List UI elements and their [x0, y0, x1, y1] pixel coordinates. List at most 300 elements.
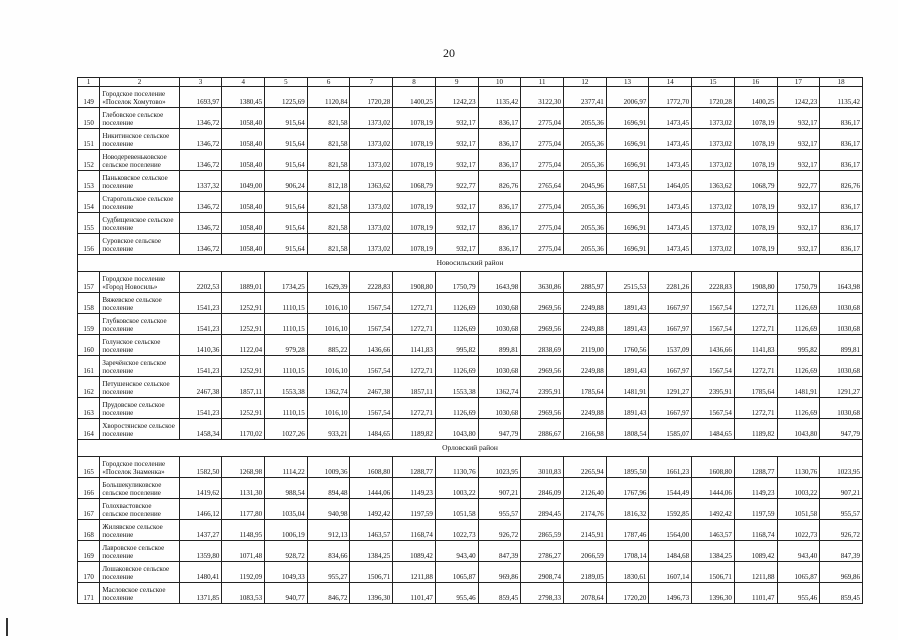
value-cell: 859,45	[478, 583, 521, 604]
row-number: 159	[78, 314, 100, 335]
value-cell: 943,40	[435, 541, 478, 562]
value-cell: 955,57	[820, 499, 863, 520]
value-cell: 2126,40	[564, 478, 607, 499]
value-cell: 1760,56	[606, 335, 649, 356]
value-cell: 1126,69	[435, 293, 478, 314]
row-number: 160	[78, 335, 100, 356]
value-cell: 947,79	[820, 419, 863, 440]
value-cell: 1506,71	[350, 562, 393, 583]
value-cell: 1101,47	[393, 583, 436, 604]
value-cell: 1291,27	[649, 377, 692, 398]
value-cell: 1496,73	[649, 583, 692, 604]
value-cell: 1787,46	[606, 520, 649, 541]
settlement-name: Суровское сельское поселение	[100, 234, 179, 255]
value-cell: 1016,10	[307, 293, 350, 314]
value-cell: 1189,82	[734, 419, 777, 440]
settlement-name: Заречёнское сельское поселение	[100, 356, 179, 377]
value-cell: 1023,95	[478, 457, 521, 478]
table-row	[78, 129, 863, 150]
row-number: 152	[78, 150, 100, 171]
value-cell: 1130,76	[435, 457, 478, 478]
value-cell: 1049,33	[265, 562, 308, 583]
value-cell: 2515,53	[606, 272, 649, 293]
settlement-name: Городское поселение «Поселок Хомутово»	[100, 87, 179, 108]
value-cell: 1464,05	[649, 171, 692, 192]
value-cell: 2249,88	[564, 356, 607, 377]
value-cell: 1373,02	[350, 213, 393, 234]
value-cell: 821,58	[307, 192, 350, 213]
row-number: 156	[78, 234, 100, 255]
column-number: 18	[820, 78, 863, 87]
value-cell: 1643,98	[478, 272, 521, 293]
value-cell: 1553,38	[265, 377, 308, 398]
value-cell: 1101,47	[734, 583, 777, 604]
value-cell: 1078,19	[393, 234, 436, 255]
value-cell: 2189,05	[564, 562, 607, 583]
table-row	[78, 293, 863, 314]
value-cell: 995,82	[435, 335, 478, 356]
value-cell: 2467,38	[179, 377, 222, 398]
value-cell: 1708,14	[606, 541, 649, 562]
row-number: 169	[78, 541, 100, 562]
settlement-name: Глубковское сельское поселение	[100, 314, 179, 335]
value-cell: 2775,04	[521, 129, 564, 150]
value-cell: 1110,15	[265, 398, 308, 419]
value-cell: 1130,76	[777, 457, 820, 478]
value-cell: 2908,74	[521, 562, 564, 583]
value-cell: 1473,45	[649, 150, 692, 171]
table-row	[78, 272, 863, 293]
value-cell: 2775,04	[521, 192, 564, 213]
value-cell: 1089,42	[734, 541, 777, 562]
value-cell: 1022,73	[777, 520, 820, 541]
row-number: 164	[78, 419, 100, 440]
value-cell: 2969,56	[521, 398, 564, 419]
value-cell: 1473,45	[649, 192, 692, 213]
settlement-name: Городское поселение «Поселок Знаменка»	[100, 457, 179, 478]
value-cell: 1484,65	[350, 419, 393, 440]
value-cell: 1444,06	[692, 478, 735, 499]
value-cell: 836,17	[478, 150, 521, 171]
value-cell: 1463,57	[692, 520, 735, 541]
value-cell: 1078,19	[393, 129, 436, 150]
district-section-row	[78, 255, 863, 272]
column-number: 15	[692, 78, 735, 87]
value-cell: 821,58	[307, 213, 350, 234]
value-cell: 915,64	[265, 192, 308, 213]
value-cell: 2228,83	[692, 272, 735, 293]
value-cell: 1110,15	[265, 293, 308, 314]
value-cell: 1696,91	[606, 192, 649, 213]
value-cell: 1359,80	[179, 541, 222, 562]
value-cell: 2045,96	[564, 171, 607, 192]
value-cell: 1567,54	[692, 398, 735, 419]
table-row	[78, 478, 863, 499]
value-cell: 1030,68	[820, 356, 863, 377]
value-cell: 1078,19	[393, 108, 436, 129]
value-cell: 1808,54	[606, 419, 649, 440]
value-cell: 1363,62	[692, 171, 735, 192]
value-cell: 3122,30	[521, 87, 564, 108]
value-cell: 1436,66	[692, 335, 735, 356]
value-cell: 836,17	[820, 192, 863, 213]
value-cell: 1110,15	[265, 314, 308, 335]
value-cell: 1009,36	[307, 457, 350, 478]
value-cell: 826,76	[820, 171, 863, 192]
settlement-name: Городское поселение «Город Новосиль»	[100, 272, 179, 293]
value-cell: 915,64	[265, 108, 308, 129]
value-cell: 928,72	[265, 541, 308, 562]
value-cell: 1484,65	[692, 419, 735, 440]
value-cell: 836,17	[820, 108, 863, 129]
row-number: 170	[78, 562, 100, 583]
value-cell: 2846,09	[521, 478, 564, 499]
value-cell: 932,17	[435, 192, 478, 213]
value-cell: 1384,25	[692, 541, 735, 562]
value-cell: 906,24	[265, 171, 308, 192]
value-cell: 1030,68	[820, 293, 863, 314]
table-row	[78, 419, 863, 440]
value-cell: 1268,98	[222, 457, 265, 478]
value-cell: 836,17	[478, 234, 521, 255]
value-cell: 1785,64	[734, 377, 777, 398]
value-cell: 2265,94	[564, 457, 607, 478]
value-cell: 1373,02	[692, 108, 735, 129]
value-cell: 1891,43	[606, 398, 649, 419]
value-cell: 1362,74	[478, 377, 521, 398]
value-cell: 1346,72	[179, 129, 222, 150]
value-cell: 1667,97	[649, 293, 692, 314]
value-cell: 1346,72	[179, 108, 222, 129]
value-cell: 1242,23	[435, 87, 478, 108]
value-cell: 955,57	[478, 499, 521, 520]
page-number: 20	[443, 46, 455, 60]
row-number: 151	[78, 129, 100, 150]
value-cell: 859,45	[820, 583, 863, 604]
value-cell: 1371,85	[179, 583, 222, 604]
value-cell: 1895,50	[606, 457, 649, 478]
column-number: 1	[78, 78, 100, 87]
value-cell: 1410,36	[179, 335, 222, 356]
value-cell: 1058,40	[222, 213, 265, 234]
table-row	[78, 457, 863, 478]
column-number: 2	[100, 78, 179, 87]
value-cell: 899,81	[820, 335, 863, 356]
value-cell: 979,28	[265, 335, 308, 356]
value-cell: 1582,50	[179, 457, 222, 478]
table-row	[78, 234, 863, 255]
settlement-name: Глебовское сельское поселение	[100, 108, 179, 129]
value-cell: 2395,91	[521, 377, 564, 398]
value-cell: 1149,23	[734, 478, 777, 499]
value-cell: 2055,36	[564, 234, 607, 255]
value-cell: 1168,74	[734, 520, 777, 541]
value-cell: 907,21	[478, 478, 521, 499]
value-cell: 1126,69	[777, 398, 820, 419]
value-cell: 847,39	[820, 541, 863, 562]
value-cell: 1544,49	[649, 478, 692, 499]
value-cell: 2377,41	[564, 87, 607, 108]
value-cell: 932,17	[777, 192, 820, 213]
value-cell: 1373,02	[350, 129, 393, 150]
value-cell: 1030,68	[820, 398, 863, 419]
value-cell: 1908,80	[734, 272, 777, 293]
settlement-name: Лошаковское сельское поселение	[100, 562, 179, 583]
value-cell: 926,72	[820, 520, 863, 541]
value-cell: 1126,69	[435, 314, 478, 335]
value-cell: 1473,45	[649, 234, 692, 255]
value-cell: 1373,02	[350, 108, 393, 129]
value-cell: 1120,84	[307, 87, 350, 108]
column-number: 16	[734, 78, 777, 87]
value-cell: 1058,40	[222, 192, 265, 213]
value-cell: 1696,91	[606, 150, 649, 171]
value-cell: 836,17	[820, 213, 863, 234]
value-cell: 1506,71	[692, 562, 735, 583]
value-cell: 1567,54	[350, 314, 393, 335]
value-cell: 932,17	[777, 108, 820, 129]
row-number: 165	[78, 457, 100, 478]
value-cell: 1126,69	[777, 314, 820, 335]
table-row	[78, 377, 863, 398]
value-cell: 1696,91	[606, 129, 649, 150]
value-cell: 2786,27	[521, 541, 564, 562]
table-row	[78, 356, 863, 377]
value-cell: 1043,80	[435, 419, 478, 440]
value-cell: 1027,26	[265, 419, 308, 440]
value-cell: 932,17	[777, 129, 820, 150]
settlement-name: Новодеревеньковское сельское поселение	[100, 150, 179, 171]
row-number: 149	[78, 87, 100, 108]
value-cell: 2467,38	[350, 377, 393, 398]
settlement-name: Вяжевское сельское поселение	[100, 293, 179, 314]
value-cell: 955,46	[435, 583, 478, 604]
value-cell: 2969,56	[521, 314, 564, 335]
value-cell: 932,17	[435, 150, 478, 171]
value-cell: 947,79	[478, 419, 521, 440]
value-cell: 969,86	[478, 562, 521, 583]
row-number: 154	[78, 192, 100, 213]
row-number: 153	[78, 171, 100, 192]
table-row	[78, 192, 863, 213]
value-cell: 1537,09	[649, 335, 692, 356]
row-number: 157	[78, 272, 100, 293]
value-cell: 1908,80	[393, 272, 436, 293]
value-cell: 995,82	[777, 335, 820, 356]
value-cell: 1567,54	[692, 356, 735, 377]
value-cell: 834,66	[307, 541, 350, 562]
value-cell: 1078,19	[393, 213, 436, 234]
value-cell: 1363,62	[350, 171, 393, 192]
value-cell: 836,17	[478, 108, 521, 129]
settlement-name: Паньковское сельское поселение	[100, 171, 179, 192]
value-cell: 1889,01	[222, 272, 265, 293]
value-cell: 1110,15	[265, 356, 308, 377]
value-cell: 1252,91	[222, 293, 265, 314]
value-cell: 1772,70	[649, 87, 692, 108]
value-cell: 1016,10	[307, 314, 350, 335]
value-cell: 1003,22	[777, 478, 820, 499]
value-cell: 1437,27	[179, 520, 222, 541]
column-number-row	[78, 78, 863, 87]
value-cell: 915,64	[265, 213, 308, 234]
value-cell: 1252,91	[222, 314, 265, 335]
value-cell: 922,77	[777, 171, 820, 192]
value-cell: 894,48	[307, 478, 350, 499]
value-cell: 1541,23	[179, 293, 222, 314]
value-cell: 1492,42	[692, 499, 735, 520]
value-cell: 1023,95	[820, 457, 863, 478]
value-cell: 1078,19	[393, 150, 436, 171]
value-cell: 1444,06	[350, 478, 393, 499]
value-cell: 922,77	[435, 171, 478, 192]
value-cell: 1541,23	[179, 356, 222, 377]
value-cell: 3630,86	[521, 272, 564, 293]
table-row	[78, 150, 863, 171]
value-cell: 1384,25	[350, 541, 393, 562]
value-cell: 955,46	[777, 583, 820, 604]
value-cell: 1816,32	[606, 499, 649, 520]
value-cell: 932,17	[777, 150, 820, 171]
value-cell: 1114,22	[265, 457, 308, 478]
value-cell: 1585,07	[649, 419, 692, 440]
value-cell: 836,17	[820, 234, 863, 255]
table-row	[78, 583, 863, 604]
value-cell: 1272,71	[393, 398, 436, 419]
value-cell: 836,17	[478, 213, 521, 234]
value-cell: 1051,58	[435, 499, 478, 520]
value-cell: 1891,43	[606, 293, 649, 314]
value-cell: 821,58	[307, 129, 350, 150]
value-cell: 1065,87	[777, 562, 820, 583]
value-cell: 1272,71	[734, 293, 777, 314]
value-cell: 1252,91	[222, 356, 265, 377]
value-cell: 1122,04	[222, 335, 265, 356]
value-cell: 2055,36	[564, 213, 607, 234]
value-cell: 1346,72	[179, 150, 222, 171]
value-cell: 1473,45	[649, 129, 692, 150]
value-cell: 1170,02	[222, 419, 265, 440]
value-cell: 1049,00	[222, 171, 265, 192]
value-cell: 1373,02	[692, 129, 735, 150]
value-cell: 1272,71	[734, 398, 777, 419]
settlement-name: Большекуликовское сельское поселение	[100, 478, 179, 499]
value-cell: 1149,23	[393, 478, 436, 499]
value-cell: 1058,40	[222, 150, 265, 171]
value-cell: 2969,56	[521, 293, 564, 314]
value-cell: 1030,68	[478, 293, 521, 314]
value-cell: 2174,76	[564, 499, 607, 520]
value-cell: 2119,00	[564, 335, 607, 356]
row-number: 166	[78, 478, 100, 499]
value-cell: 1480,41	[179, 562, 222, 583]
value-cell: 926,72	[478, 520, 521, 541]
value-cell: 969,86	[820, 562, 863, 583]
value-cell: 915,64	[265, 150, 308, 171]
column-number: 4	[222, 78, 265, 87]
settlement-name: Жилявское сельское поселение	[100, 520, 179, 541]
value-cell: 940,77	[265, 583, 308, 604]
value-cell: 932,17	[435, 213, 478, 234]
value-cell: 1687,51	[606, 171, 649, 192]
row-number: 155	[78, 213, 100, 234]
value-cell: 915,64	[265, 129, 308, 150]
value-cell: 2775,04	[521, 150, 564, 171]
value-cell: 1463,57	[350, 520, 393, 541]
value-cell: 1148,95	[222, 520, 265, 541]
value-cell: 836,17	[820, 150, 863, 171]
value-cell: 1272,71	[393, 356, 436, 377]
district-section-row	[78, 440, 863, 457]
table-row	[78, 87, 863, 108]
value-cell: 1857,11	[222, 377, 265, 398]
value-cell: 821,58	[307, 108, 350, 129]
value-cell: 1078,19	[393, 192, 436, 213]
value-cell: 1785,64	[564, 377, 607, 398]
value-cell: 1068,79	[734, 171, 777, 192]
value-cell: 1291,27	[820, 377, 863, 398]
value-cell: 1696,91	[606, 213, 649, 234]
value-cell: 899,81	[478, 335, 521, 356]
value-cell: 1211,88	[734, 562, 777, 583]
settlement-name: Масловское сельское поселение	[100, 583, 179, 604]
value-cell: 1720,28	[692, 87, 735, 108]
value-cell: 2202,53	[179, 272, 222, 293]
value-cell: 1177,80	[222, 499, 265, 520]
value-cell: 1362,74	[307, 377, 350, 398]
value-cell: 1131,30	[222, 478, 265, 499]
value-cell: 1373,02	[350, 234, 393, 255]
value-cell: 821,58	[307, 150, 350, 171]
value-cell: 1481,91	[606, 377, 649, 398]
column-number: 7	[350, 78, 393, 87]
value-cell: 1400,25	[393, 87, 436, 108]
value-cell: 2838,69	[521, 335, 564, 356]
value-cell: 1720,28	[350, 87, 393, 108]
value-cell: 1567,54	[350, 398, 393, 419]
value-cell: 2775,04	[521, 234, 564, 255]
value-cell: 1141,83	[393, 335, 436, 356]
column-number: 14	[649, 78, 692, 87]
value-cell: 933,21	[307, 419, 350, 440]
value-cell: 1211,88	[393, 562, 436, 583]
value-cell: 1192,09	[222, 562, 265, 583]
value-cell: 1078,19	[734, 213, 777, 234]
value-cell: 1030,68	[820, 314, 863, 335]
value-cell: 1272,71	[393, 314, 436, 335]
value-cell: 1016,10	[307, 398, 350, 419]
value-cell: 1750,79	[777, 272, 820, 293]
value-cell: 2249,88	[564, 293, 607, 314]
value-cell: 1696,91	[606, 234, 649, 255]
value-cell: 1458,34	[179, 419, 222, 440]
value-cell: 1857,11	[393, 377, 436, 398]
value-cell: 885,22	[307, 335, 350, 356]
value-cell: 1288,77	[734, 457, 777, 478]
settlement-name: Голунское сельское поселение	[100, 335, 179, 356]
value-cell: 1078,19	[734, 150, 777, 171]
value-cell: 2798,33	[521, 583, 564, 604]
value-cell: 932,17	[435, 129, 478, 150]
settlement-name: Голохвастовское сельское поселение	[100, 499, 179, 520]
value-cell: 1567,54	[692, 314, 735, 335]
value-cell: 1126,69	[435, 356, 478, 377]
value-cell: 1030,68	[478, 314, 521, 335]
value-cell: 1466,12	[179, 499, 222, 520]
value-cell: 836,17	[478, 192, 521, 213]
row-number: 171	[78, 583, 100, 604]
value-cell: 1767,96	[606, 478, 649, 499]
